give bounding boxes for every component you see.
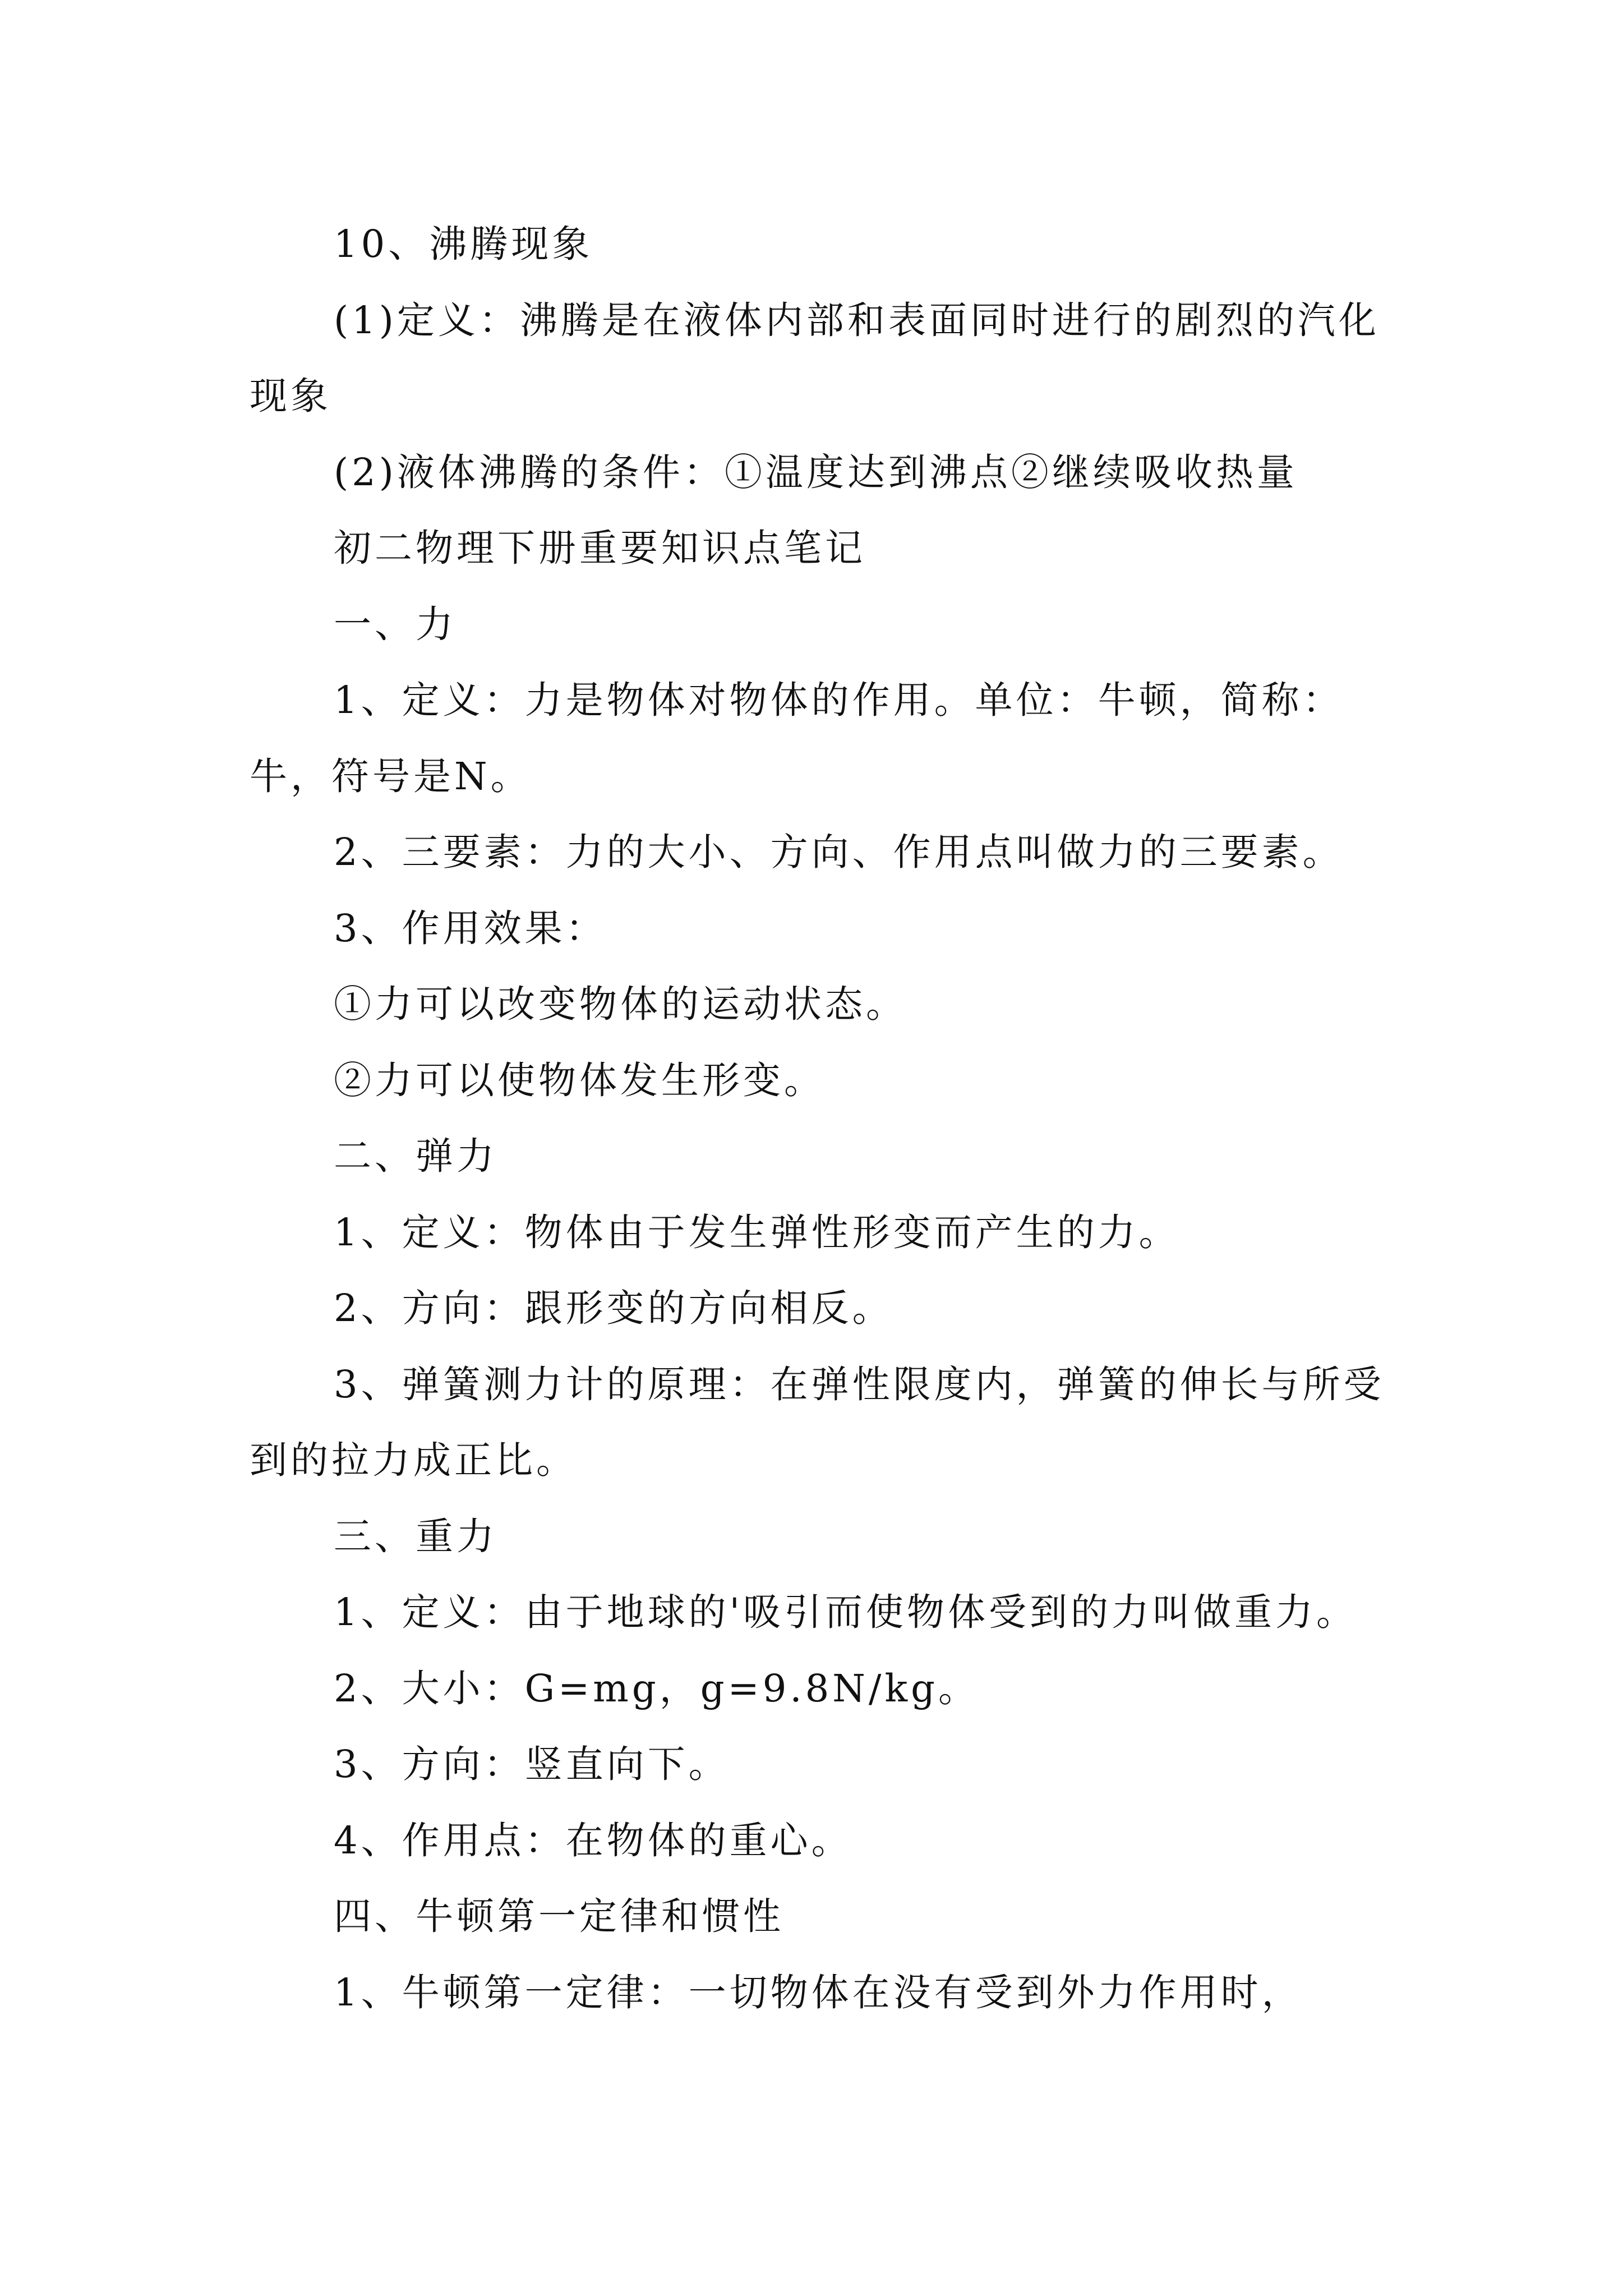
notes-title: 初二物理下册重要知识点笔记	[334, 526, 866, 570]
list-item-effect-motion: ①力可以改变物体的运动状态。	[334, 982, 907, 1026]
section-heading-newtons-first-law: 四、牛顿第一定律和惯性	[334, 1894, 784, 1938]
paragraph-force-effects: 3、作用效果：	[334, 906, 607, 950]
section-heading-elastic-force: 二、弹力	[334, 1134, 497, 1178]
paragraph-gravity-application-point: 4、作用点：在物体的重心。	[334, 1818, 852, 1862]
paragraph-gravity-direction: 3、方向：竖直向下。	[334, 1742, 730, 1786]
paragraph-boiling-definition: (1)定义：沸腾是在液体内部和表面同时进行的剧烈的汽化现象	[250, 298, 1380, 418]
paragraph-spring-scale-principle: 3、弹簧测力计的原理：在弹性限度内，弹簧的伸长与所受到的拉力成正比。	[250, 1362, 1385, 1482]
paragraph-elastic-definition: 1、定义：物体由于发生弹性形变而产生的力。	[334, 1210, 1180, 1254]
paragraph-newtons-first-law: 1、牛顿第一定律：一切物体在没有受到外力作用时，	[334, 1970, 1303, 2014]
paragraph-boiling-conditions: (2)液体沸腾的条件：①温度达到沸点②继续吸收热量	[334, 450, 1298, 494]
paragraph-gravity-magnitude: 2、大小：G=mg，g=9.8N/kg。	[334, 1666, 979, 1710]
document-body	[250, 206, 1399, 2031]
section-heading-gravity: 三、重力	[334, 1514, 497, 1558]
list-item-effect-deformation: ②力可以使物体发生形变。	[334, 1058, 825, 1102]
paragraph-force-elements: 2、三要素：力的大小、方向、作用点叫做力的三要素。	[334, 830, 1344, 874]
section-heading-force: 一、力	[334, 602, 457, 646]
paragraph-force-definition: 1、定义：力是物体对物体的作用。单位：牛顿，简称：牛，符号是N。	[250, 678, 1344, 798]
paragraph-gravity-definition: 1、定义：由于地球的'吸引而使物体受到的力叫做重力。	[334, 1590, 1358, 1634]
heading-boiling: 10、沸腾现象	[334, 222, 593, 266]
paragraph-elastic-direction: 2、方向：跟形变的方向相反。	[334, 1286, 893, 1330]
